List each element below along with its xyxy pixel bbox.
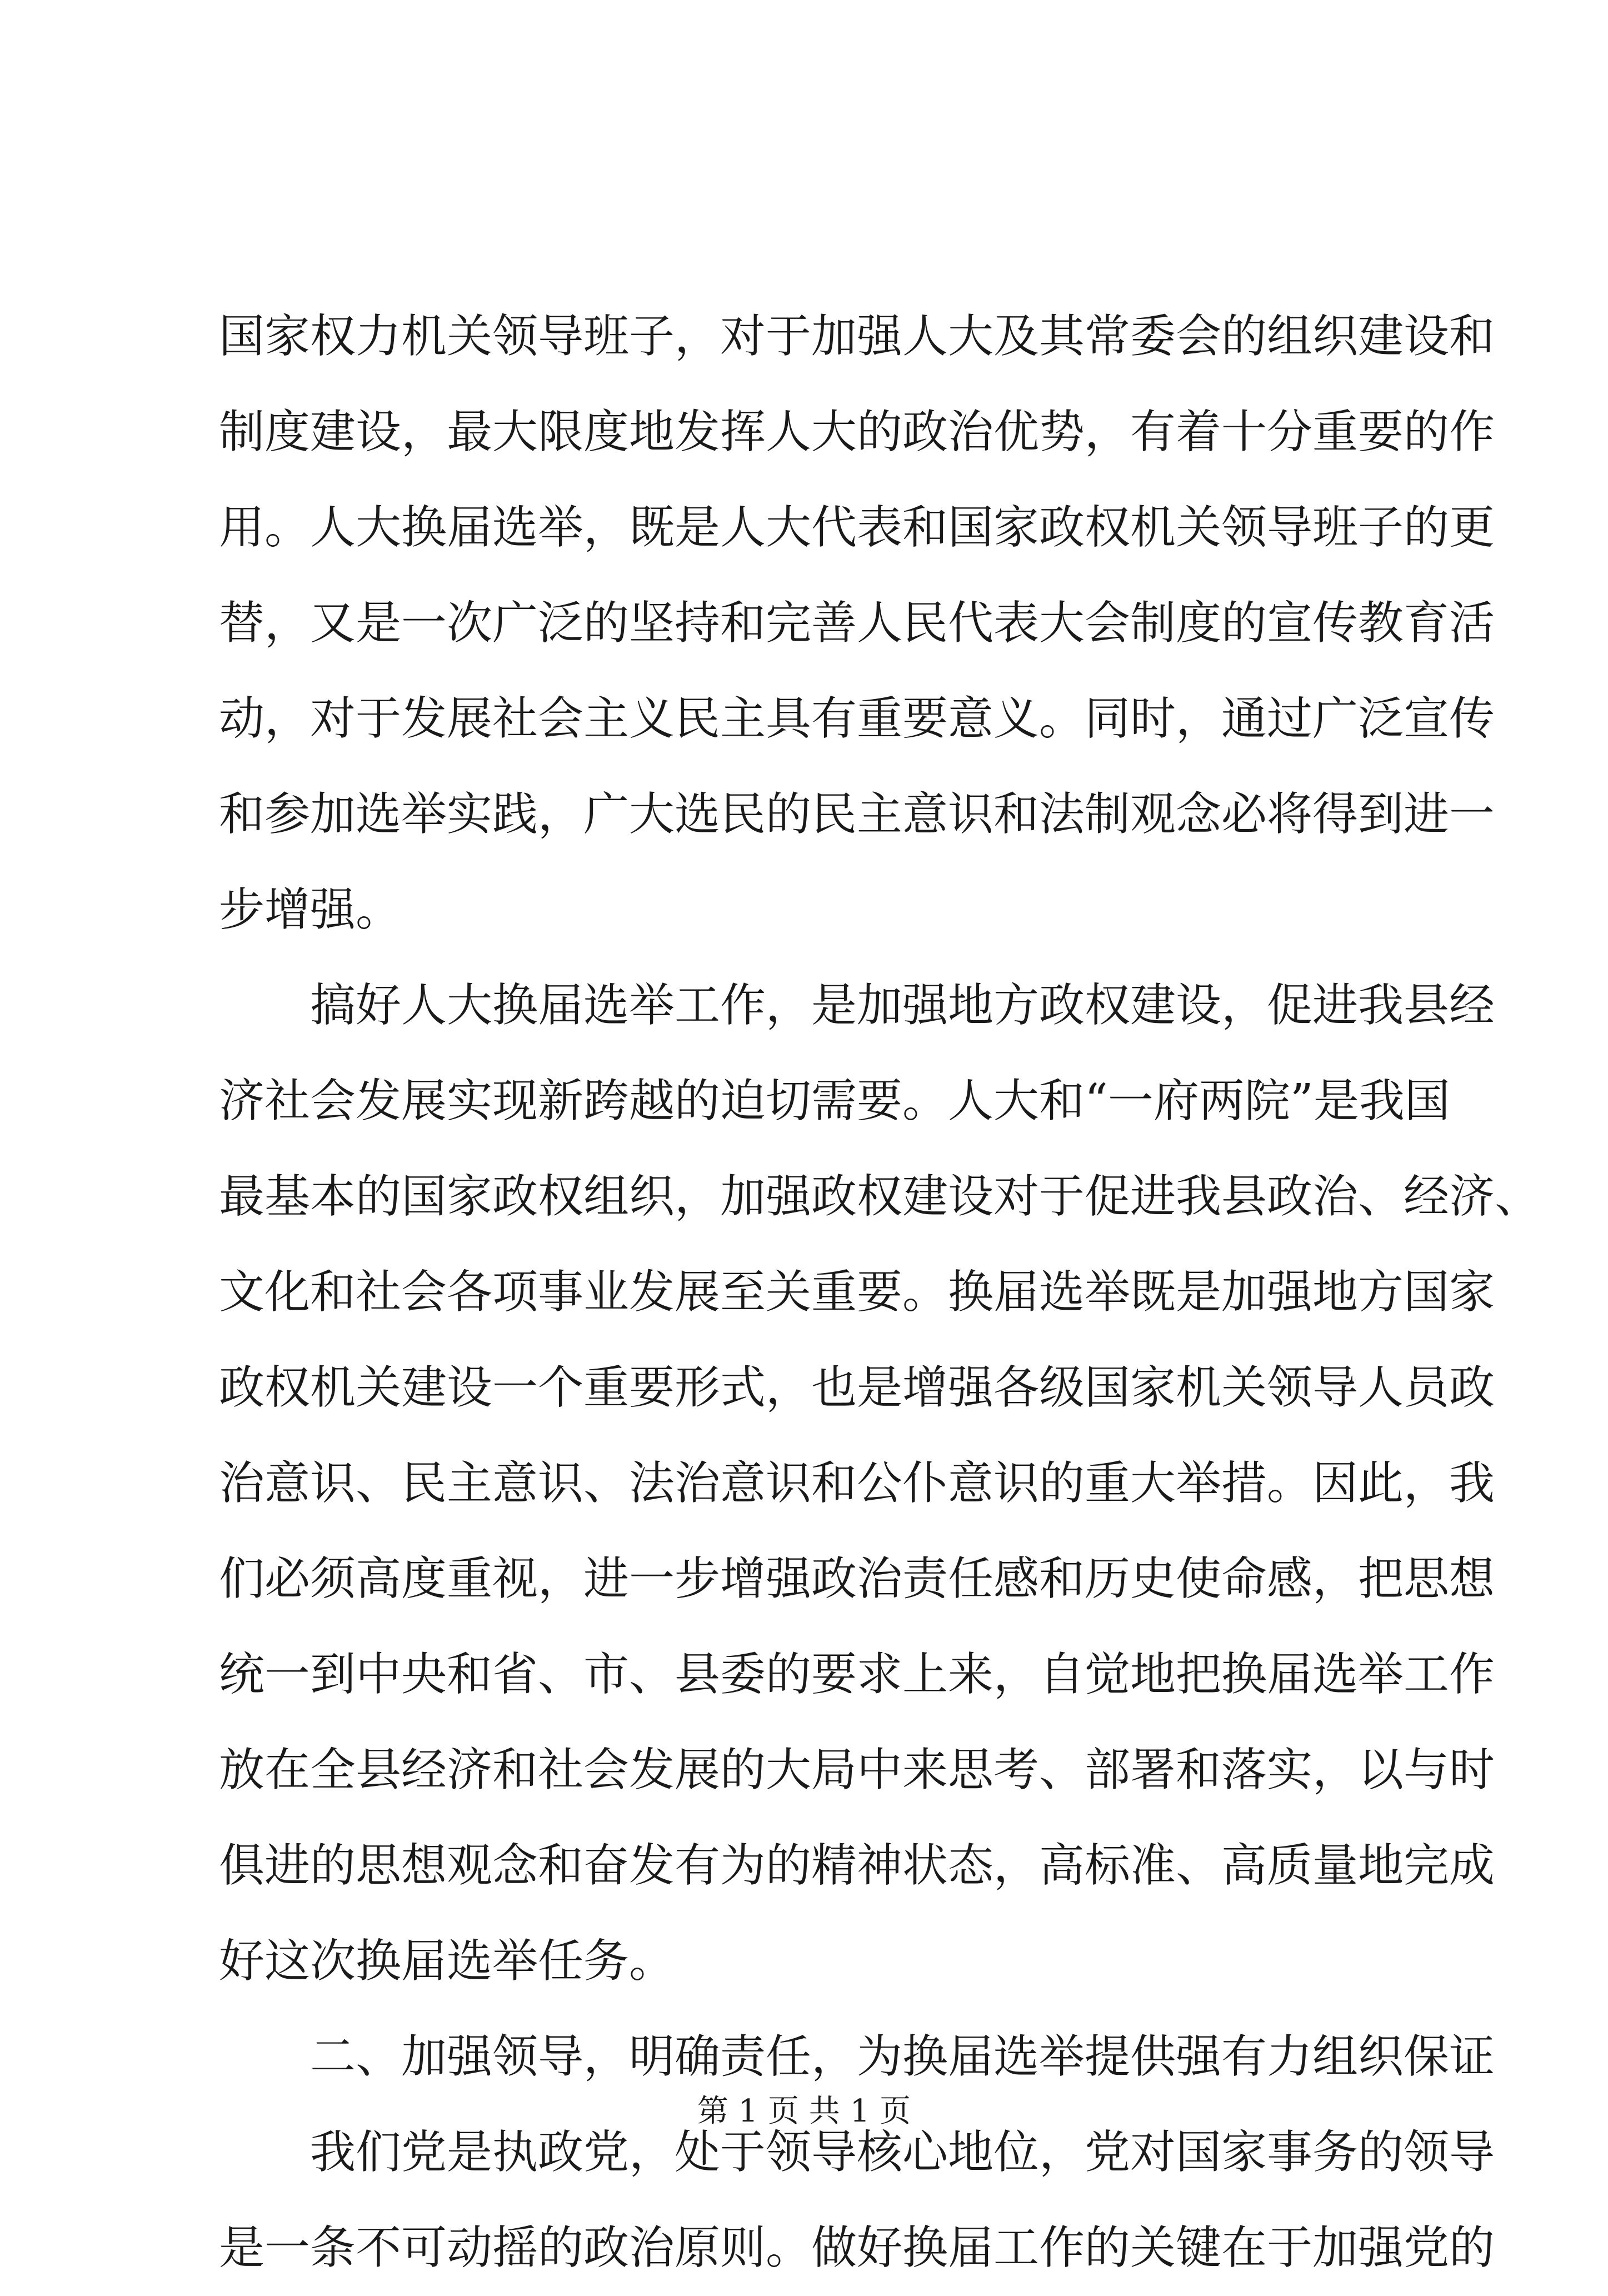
page-footer: 第 1 页 共 1 页	[697, 2093, 911, 2129]
text-line: 最基本的国家政权组织，加强政权建设对于促进我县政治、经济、	[219, 1170, 1541, 1223]
text-line: 替，又是一次广泛的坚持和完善人民代表大会制度的宣传教育活	[219, 597, 1495, 650]
text-line: 俱进的思想观念和奋发有为的精神状态，高标准、高质量地完成	[219, 1839, 1495, 1892]
text-line: 文化和社会各项事业发展至关重要。换届选举既是加强地方国家	[219, 1266, 1495, 1319]
text-line: 和参加选举实践，广大选民的民主意识和法制观念必将得到进一	[219, 788, 1495, 841]
text-line: 是一条不可动摇的政治原则。做好换届工作的关键在于加强党的	[219, 2222, 1495, 2274]
body-text	[219, 289, 1541, 2296]
text-line: 好这次换届选举任务。	[219, 1935, 675, 1988]
text-line: 用。人大换届选举，既是人大代表和国家政权机关领导班子的更	[219, 501, 1495, 554]
text-line: 动，对于发展社会主义民主具有重要意义。同时，通过广泛宣传	[219, 692, 1495, 745]
text-line: 放在全县经济和社会发展的大局中来思考、部署和落实，以与时	[219, 1744, 1495, 1796]
text-line: 国家权力机关领导班子，对于加强人大及其常委会的组织建设和	[219, 310, 1495, 363]
text-line: 统一到中央和省、市、县委的要求上来，自觉地把换届选举工作	[219, 1648, 1495, 1701]
text-line: 济社会发展实现新跨越的迫切需要。人大和“一府两院”是我国	[219, 1075, 1450, 1127]
text-line: 步增强。	[219, 884, 402, 936]
text-line: 治意识、民主意识、法治意识和公仆意识的重大举措。因此，我	[219, 1457, 1495, 1510]
paragraph-start-line: 我们党是执政党，处于领导核心地位，党对国家事务的领导	[310, 2126, 1495, 2179]
text-line: 制度建设，最大限度地发挥人大的政治优势，有着十分重要的作	[219, 406, 1495, 458]
text-line: 政权机关建设一个重要形式，也是增强各级国家机关领导人员政	[219, 1361, 1495, 1414]
section-heading: 二、加强领导，明确责任，为换届选举提供强有力组织保证	[310, 2030, 1495, 2083]
text-line: 们必须高度重视，进一步增强政治责任感和历史使命感，把思想	[219, 1553, 1495, 1605]
paragraph-start-line: 搞好人大换届选举工作，是加强地方政权建设，促进我县经	[310, 979, 1495, 1032]
